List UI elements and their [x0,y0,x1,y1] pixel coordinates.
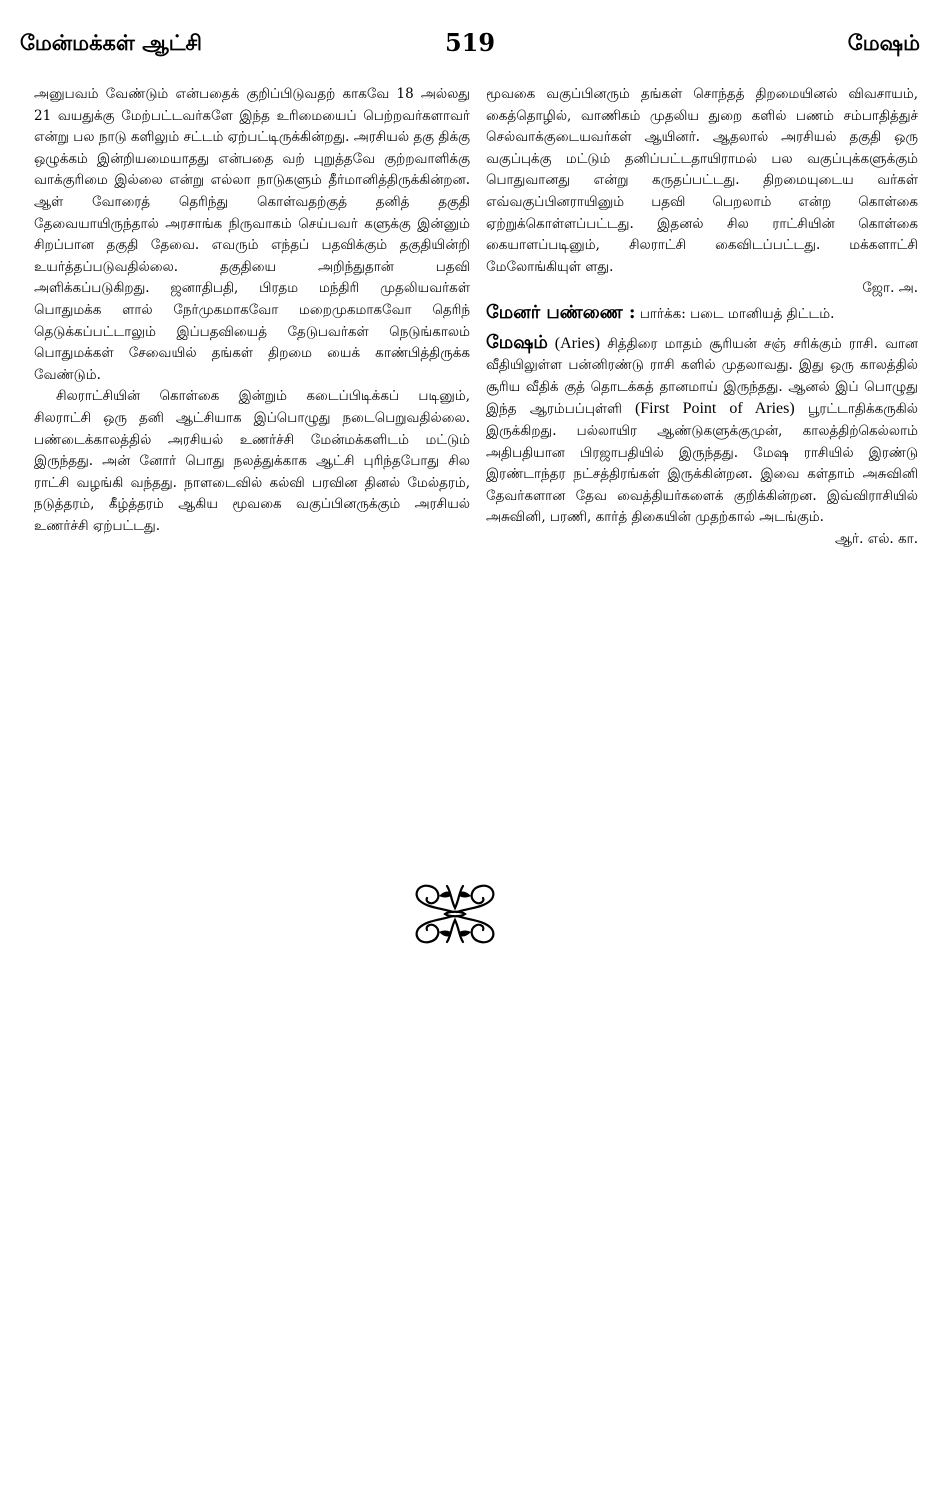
entry-title-aries: மேஷம் [486,331,548,353]
entry-text-aries-b: பூரட்டாதிக்கருகில் இருக்கிறது. பல்லாயிர ஆண்டுகளுக்குமுன், காலத்திற்கெல்லாம் அதிபதியான பிரஜாபதியில் இருந்தது. மேஷ ராசியில் இரண்டு இரண்டாந்தர நட்சத்திரங்கள் இருக்கின்றன. இவை கள்தாம் அசுவினி தேவர்களான தேவ வைத்தியர்களைக் குறிக்கின்றன. இவ்விராசியில் அசுவினி, பரணி, கார்த் திகையின் முதற்கால் அடங்கும். [486,401,919,526]
ornament-svg [405,878,505,950]
paragraph-democracy: மூவகை வகுப்பினரும் தங்கள் சொந்தத் திறமையினல் விவசாயம், கைத்தொழில், வாணிகம் முதலிய துறை களில் பணம் சம்பாதித்துச் செல்வாக்குடையவர்கள் ஆயினர். ஆதலால் அரசியல் தகுதி ஒரு வகுப்புக்கு மட்டும் தனிப்பட்டதாயிராமல் பல வகுப்புக்களுக்கும் பொதுவானது என்று கருதப்பட்டது. திறமையுடைய வர்கள் எவ்வகுப்பினராயினும் பதவி பெறலாம் என்ற கொள்கை ஏற்றுக்கொள்ளப்பட்டது. இதனல் சில ராட்சியின் கொள்கை கையாளப்படினும், சிலராட்சி கைவிடப்பட்டது. மக்களாட்சி மேலோங்கியுள் ளது. [486,86,918,275]
entry-latin-first-point: (First Point of Aries) [622,400,795,418]
entry-aries [486,332,918,529]
running-head-right: மேஷம் [847,30,920,55]
entry-latin-aries: (Aries) [547,334,601,352]
page-header [20,28,920,62]
paragraph-eligibility: அனுபவம் வேண்டும் என்பதைக் குறிப்பிடுவதற் காகவே 18 அல்லது 21 வயதுக்கு மேற்பட்டவர்களே இந்த உரிமையைப் பெற்றவர்களாவர் என்று பல நாடு களிலும் சட்டம் ஏற்பட்டிருக்கின்றது. அரசியல் தகு திக்கு ஒழுக்கம் இன்றியமையாதது என்பதை வற் புறுத்தவே குற்றவாளிக்கு வாக்குரிமை இல்லை என்று எல்லா நாடுகளும் தீர்மானித்திருக்கின்றன. ஆள் வோரைத் தெரிந்து கொள்வதற்குத் தனித் தகுதி தேவையாயிருந்தால் அரசாங்க நிருவாகம் செய்பவர் களுக்கு இன்னும் சிறப்பான தகுதி தேவை. எவரும் எந்தப் பதவிக்கும் தகுதியின்றி உயர்த்தப்படுவதில்லை. தகுதியை அறிந்துதான் பதவி அளிக்கப்படுகிறது. ஜனாதிபதி, பிரதம மந்திரி முதலியவர்கள் பொதுமக்க ளால் நேர்முகமாகவோ மறைமுகமாகவோ தெரிந் தெடுக்கப்பட்டாலும் இப்பதவியைத் தேடுபவர்கள் நெடுங்காலம் பொதுமக்கள் சேவையில் தங்கள் திறமை யைக் காண்பித்திருக்க வேண்டும். [34,86,470,383]
entry-text-aries-a: சித்திரை மாதம் சூரியன் சஞ் சரிக்கும் ராசி. வான வீதியிலுள்ள பன்னிரண்டு ராசி களில் முதலாவது. இது ஒரு காலத்தில் சூரிய வீதிக் குத் தொடக்கத் தானமாய் இருந்தது. ஆனல் இப் பொழுது இந்த ஆரம்பப்புள்ளி [486,335,919,418]
floral-ornament-icon [405,878,505,950]
entry-manor [486,302,918,326]
running-head-left: மேன்மக்கள் ஆட்சி [20,30,202,55]
entry-text-manor: பார்க்க: படை மானியத் திட்டம். [635,305,835,322]
left-column [34,84,470,537]
paragraph-oligarchy: சிலராட்சியின் கொள்கை இன்றும் கடைப்பிடிக்கப் படினும், சிலராட்சி ஒரு தனி ஆட்சியாக இப்பொழுது நடைபெறுவதில்லை. பண்டைக்காலத்தில் அரசியல் உணர்ச்சி மேன்மக்களிடம் மட்டும் இருந்தது. அன் னோர் பொது நலத்துக்காக ஆட்சி புரிந்தபோது சில ராட்சி வழங்கி வந்தது. நாளடைவில் கல்வி பரவின தினல் மேல்தரம், நடுத்தரம், கீழ்த்தரம் ஆகிய மூவகை வகுப்பினருக்கும் அரசியல் உணர்ச்சி ஏற்பட்டது. [34,388,470,534]
entry-title-manor: மேனர் பண்ணை : [486,301,636,323]
right-column [486,84,918,550]
page-number: 519 [444,28,496,57]
author-signature: ஜோ. அ. [862,280,918,297]
author-signature-aries: ஆர். எல். கா. [834,530,918,547]
